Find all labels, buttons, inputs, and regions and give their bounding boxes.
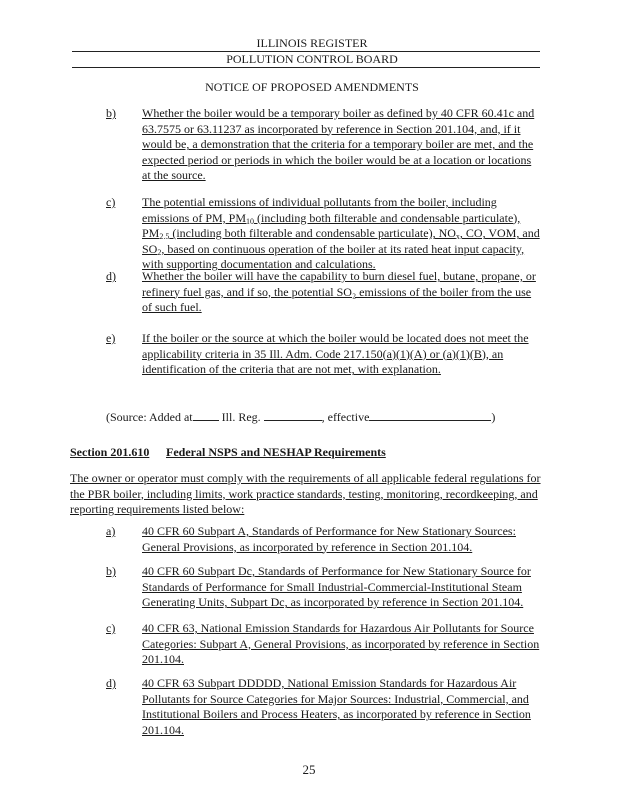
source-reg: Ill. Reg. xyxy=(221,410,261,424)
item-label: c) xyxy=(106,621,116,635)
source-prefix: (Source: Added at xyxy=(106,410,193,424)
subscript-so2: 2 xyxy=(157,247,162,257)
subscript-pm10: 10 xyxy=(246,216,255,226)
header-rule-bottom xyxy=(72,67,540,68)
item-text: 40 CFR 63 Subpart DDDDD, National Emission Standards for Hazardous Air Pollutants for Source Categories for Major Sources: Industrial, Commercial, and Institutional Boilers and Process Heaters, as incorporated by reference in Section 201.104. xyxy=(142,676,531,737)
item-text: If the boiler or the source at which the boiler would be located does not meet the applicability criteria in 35 Ill. Adm. Code 217.150(a)(1)(A) or (a)(1)(B), an identification of the criteria that are not met, with explanation. xyxy=(142,331,529,377)
item-c-part4: , CO, VOM, and SO xyxy=(142,226,540,256)
blank-date xyxy=(369,410,491,421)
notice-title: NOTICE OF PROPOSED AMENDMENTS xyxy=(205,80,419,94)
blank-page xyxy=(264,410,322,421)
register-title: ILLINOIS REGISTER xyxy=(256,36,368,50)
source-effective: , effective xyxy=(321,410,370,424)
item-c-part1: The potential emissions of individual pollutants from the boiler, including emissions of PM, PM xyxy=(142,195,497,225)
item-label: c) xyxy=(106,195,116,209)
item-text: 40 CFR 63, National Emission Standards for Hazardous Air Pollutants for Source Categories: Subpart A, General Provisions, as incorporated by reference in Section 201.104. xyxy=(142,621,540,667)
section-intro: The owner or operator must comply with the requirements of all applicable federal regulations for the PBR boiler, including limits, work practice standards, testing, monitoring, recordkeeping, and reporting requirements listed below: xyxy=(70,471,541,517)
item-c-part3: (including both filterable and condensable particulate), NO xyxy=(169,226,456,241)
item-text: 40 CFR 60 Subpart A, Standards of Performance for New Stationary Sources: General Provisions, as incorporated by reference in Section 201.104. xyxy=(142,524,516,554)
item-text: Whether the boiler would be a temporary boiler as defined by 40 CFR 60.41c and 63.7575 or 63.11237 as incorporated by reference in Section 201.104, and, if it would be, a demonstration that the criteria for a temporary boiler are met, and the expected period or periods in which the boiler would be at a location or locations at the source. xyxy=(142,106,535,183)
blank-volume xyxy=(193,410,219,421)
item-label: b) xyxy=(106,564,116,578)
page-number: 25 xyxy=(302,762,316,777)
item-text: Whether the boiler will have the capability to burn diesel fuel, butane, propane, or refinery fuel gas, and if so, the potential SO₂ emissions of the boiler from the use of such fuel. xyxy=(142,269,536,315)
source-note xyxy=(106,410,546,426)
item-label: a) xyxy=(106,524,116,538)
subscript-pm25: 2.5 xyxy=(159,232,170,242)
subscript-nox: x xyxy=(455,232,460,242)
section-title: Federal NSPS and NESHAP Requirements xyxy=(166,445,386,459)
item-text: 40 CFR 60 Subpart Dc, Standards of Performance for New Stationary Source for Standards of Performance for Small Industrial-Commercial-Institutional Steam Generating Units, Subpart Dc, as incorporated by reference in Section 201.104. xyxy=(142,564,531,610)
item-c-part5: , based on continuous operation of the boiler at its rated heat input capacity, with supporting documentation and calculations. xyxy=(142,241,525,272)
item-text xyxy=(142,195,540,273)
item-label: e) xyxy=(106,331,116,345)
item-c-part2: (including both filterable and condensable particulate), PM xyxy=(142,210,521,241)
source-close: ) xyxy=(491,410,496,424)
item-label: d) xyxy=(106,269,116,283)
section-number: Section 201.610 xyxy=(70,445,150,459)
board-title: POLLUTION CONTROL BOARD xyxy=(226,52,398,66)
item-label: b) xyxy=(106,106,116,120)
item-label: d) xyxy=(106,676,116,690)
